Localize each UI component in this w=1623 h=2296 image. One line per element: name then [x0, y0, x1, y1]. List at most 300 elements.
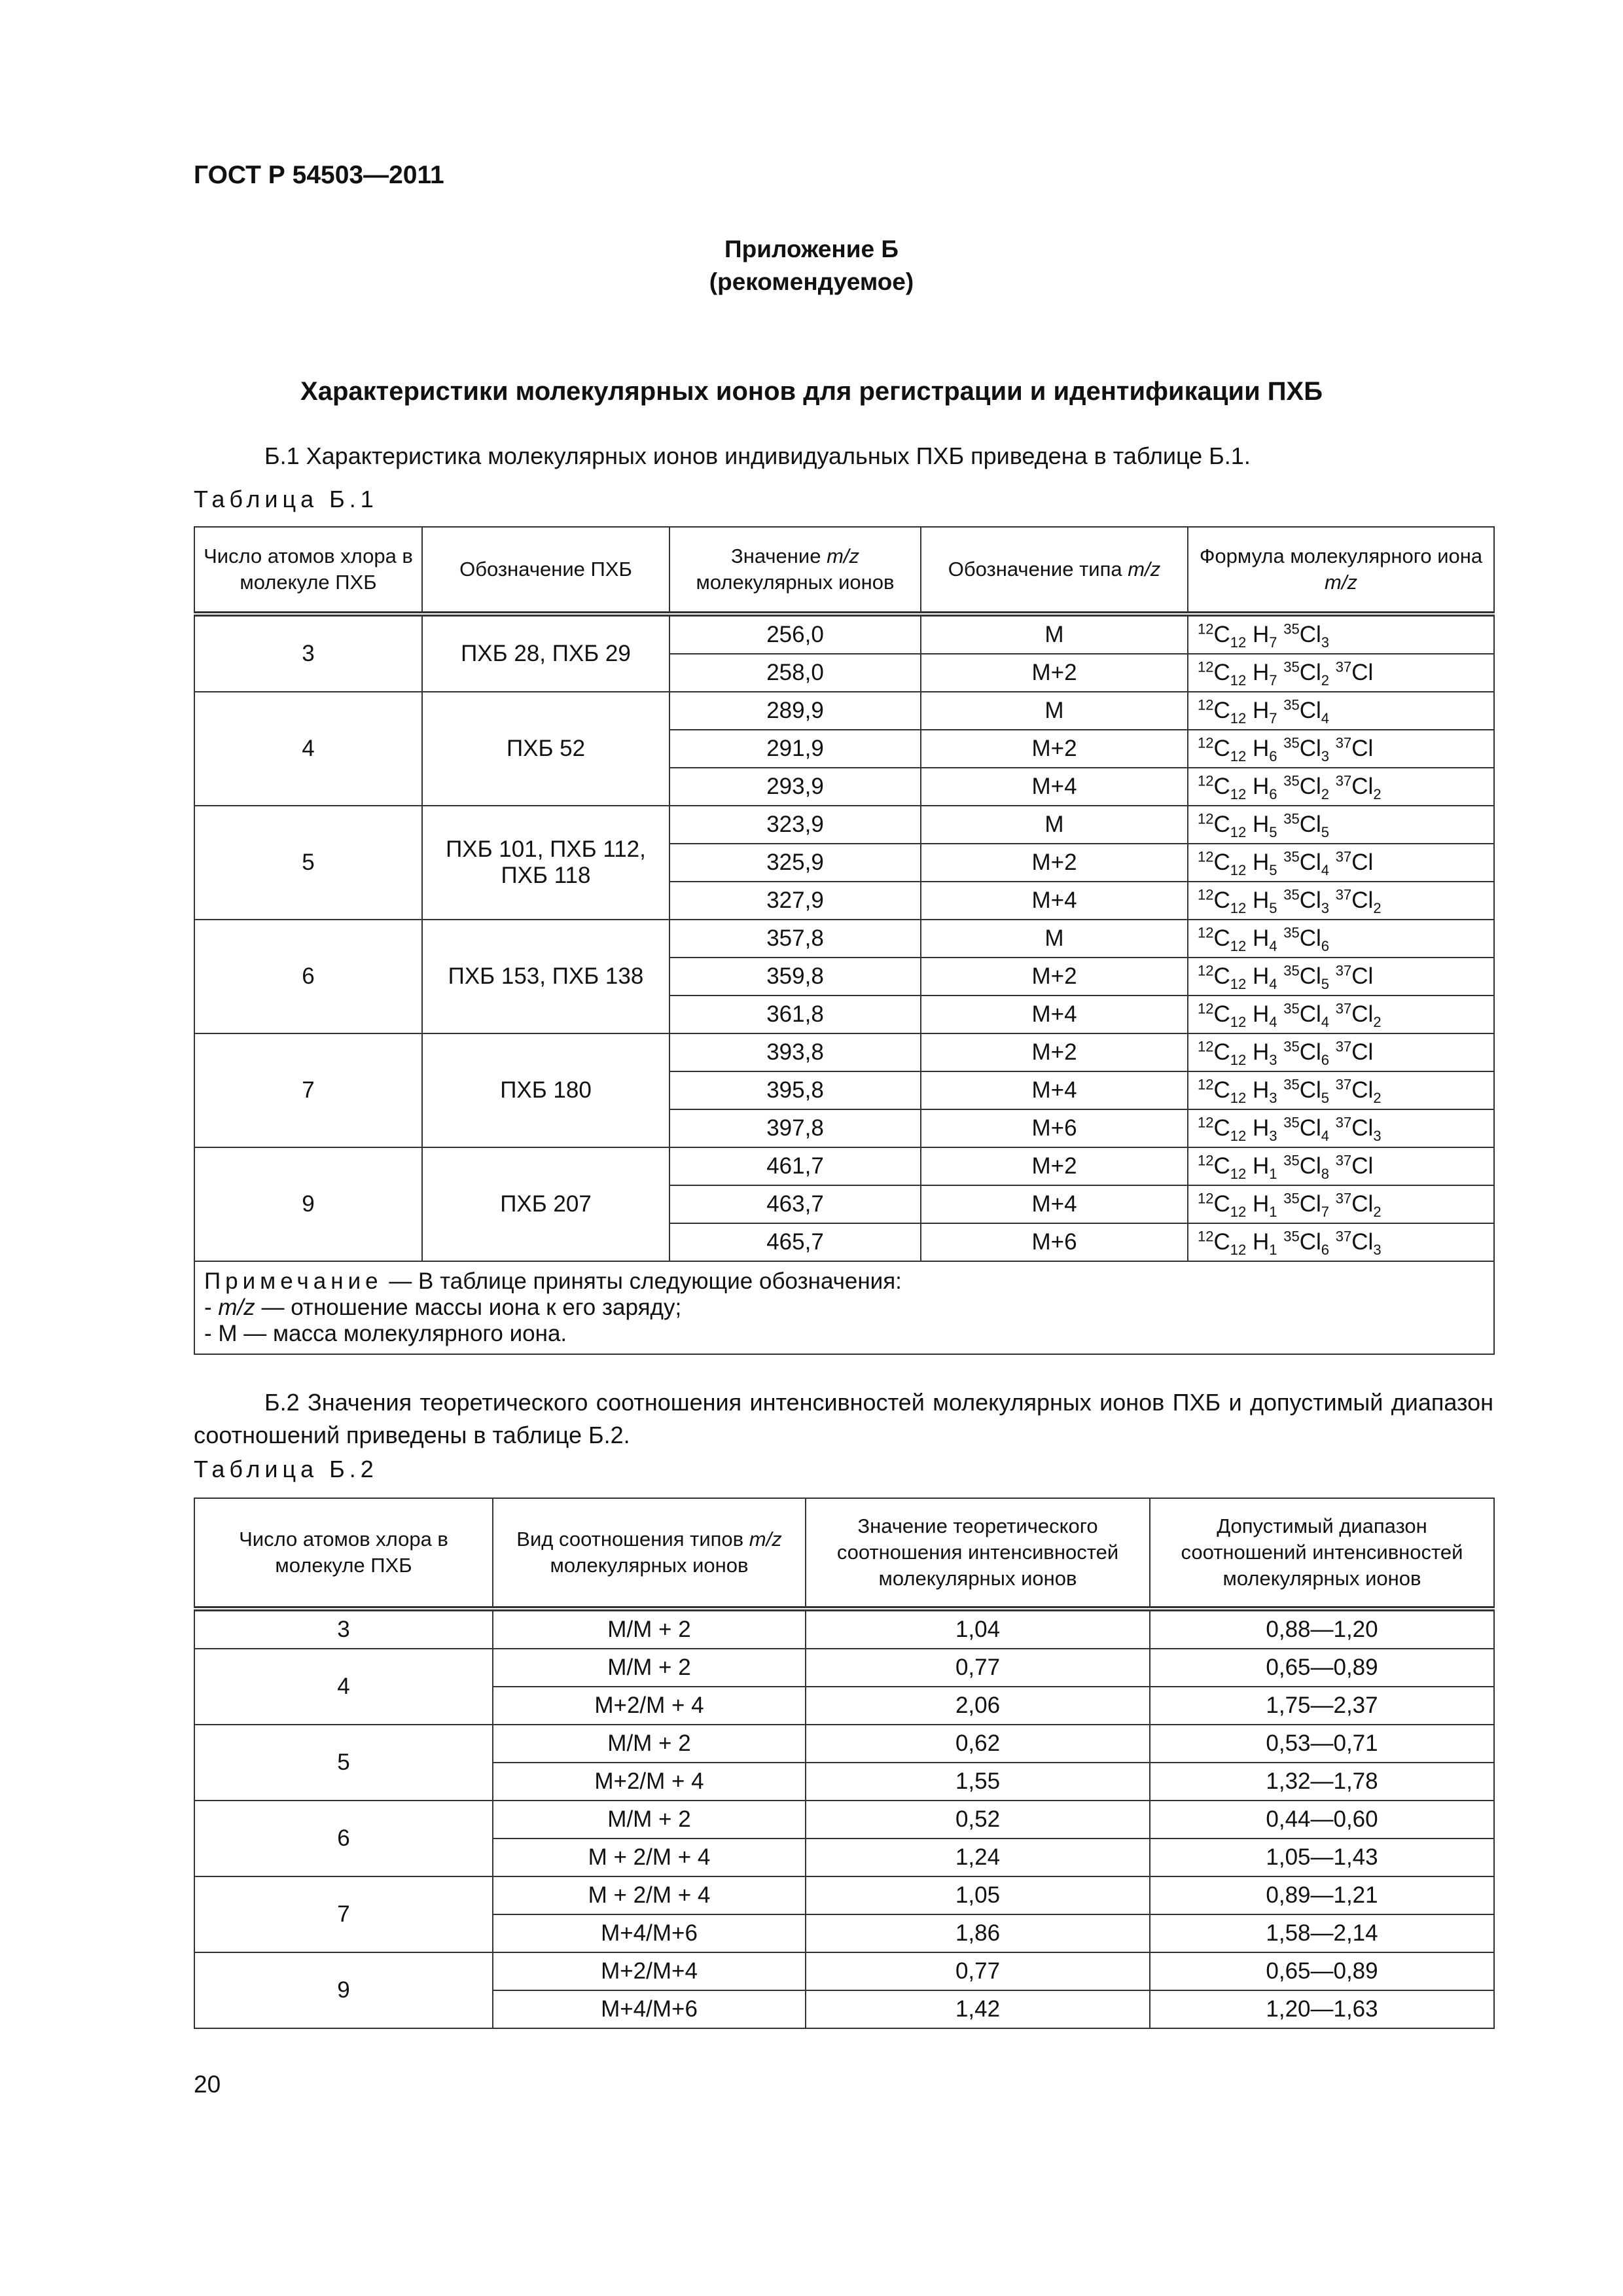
formula-part: 12 [1198, 810, 1214, 827]
formula-part: H [1246, 963, 1270, 989]
cell-mz-value: 465,7 [669, 1223, 921, 1261]
formula-part: Cl [1299, 622, 1321, 647]
formula-part: 12 [1230, 748, 1247, 764]
cell-chlorine-atoms: 6 [194, 920, 422, 1033]
formula-part: 4 [1321, 1014, 1330, 1030]
formula-part: Cl [1351, 888, 1374, 913]
cell-ion-formula [1188, 1223, 1494, 1261]
cell-chlorine-atoms: 5 [194, 1725, 493, 1801]
table-row [194, 920, 1494, 958]
formula-part: C [1213, 888, 1230, 913]
formula-part [1329, 963, 1336, 989]
cell-allowed-range: 0,88—1,20 [1150, 1609, 1494, 1649]
table-row [194, 1801, 1494, 1839]
cell-allowed-range: 0,53—0,71 [1150, 1725, 1494, 1763]
note-line2: - M — масса молекулярного иона. [204, 1321, 567, 1346]
cell-ion-formula [1188, 654, 1494, 692]
cell-allowed-range: 0,89—1,21 [1150, 1876, 1494, 1914]
formula-part: 12 [1230, 862, 1247, 878]
formula-part: C [1213, 1077, 1230, 1103]
cell-ion-formula [1188, 920, 1494, 958]
formula-part: 37 [1335, 1000, 1352, 1017]
formula-part: 37 [1335, 848, 1352, 865]
formula-part: 37 [1335, 1076, 1352, 1093]
formula-part: 12 [1230, 1242, 1247, 1258]
formula-part: H [1246, 774, 1270, 799]
cell-ion-formula [1188, 1185, 1494, 1223]
formula-part [1277, 888, 1284, 913]
header-ratio-type-text2: молекулярных ионов [550, 1554, 749, 1577]
formula-part: Cl [1351, 736, 1374, 761]
cell-mz-value: 397,8 [669, 1109, 921, 1147]
formula-part [1277, 622, 1284, 647]
formula-part: 3 [1321, 634, 1330, 651]
table-b1-note [194, 1261, 1494, 1354]
header-mz-value-unit: m/z [827, 545, 860, 567]
formula-part [1277, 1191, 1284, 1217]
formula-part: Cl [1299, 963, 1321, 989]
formula-part: 12 [1198, 1114, 1214, 1131]
cell-mz-type: M+2 [921, 958, 1188, 996]
cell-ion-formula [1188, 614, 1494, 654]
formula-part: C [1213, 1039, 1230, 1065]
header-mz-type [921, 527, 1188, 614]
formula-part [1329, 888, 1336, 913]
formula-part: 5 [1321, 976, 1330, 992]
formula-part: 4 [1269, 976, 1277, 992]
formula-part: 37 [1335, 1038, 1352, 1055]
header-ratio-type-text: Вид соотношения типов [516, 1528, 744, 1551]
formula-part: 35 [1283, 734, 1300, 751]
formula-part: H [1246, 888, 1270, 913]
cell-mz-value: 325,9 [669, 844, 921, 882]
formula-part: 12 [1230, 634, 1247, 651]
table-row [194, 1725, 1494, 1763]
formula-part: 12 [1198, 1228, 1214, 1245]
paragraph-b1: Б.1 Характеристика молекулярных ионов индивидуальных ПХБ приведена в таблице Б.1. [264, 442, 1251, 469]
formula-part: 2 [1373, 900, 1382, 916]
cell-mz-value: 289,9 [669, 692, 921, 730]
formula-part: 3 [1373, 1128, 1382, 1144]
formula-part: 5 [1269, 900, 1277, 916]
formula-part: 35 [1283, 1114, 1300, 1131]
formula-part: H [1246, 1001, 1270, 1027]
cell-mz-value: 359,8 [669, 958, 921, 996]
document-code: ГОСТ Р 54503—2011 [194, 161, 444, 189]
formula-part: 3 [1321, 900, 1330, 916]
formula-part: C [1213, 812, 1230, 837]
cell-mz-value: 357,8 [669, 920, 921, 958]
formula-part [1277, 660, 1284, 685]
cell-ratio-type: M+2/M+4 [493, 1952, 806, 1990]
formula-part: 12 [1230, 710, 1247, 726]
paragraph-b2: Б.2 Значения теоретического соотношения интенсивностей молекулярных ионов ПХБ и допустимый диапазон соотношений приведены в таблице Б.2. [194, 1389, 1493, 1448]
cell-mz-type: M+6 [921, 1109, 1188, 1147]
formula-part [1329, 1001, 1336, 1027]
formula-part: Cl [1299, 850, 1321, 875]
cell-ion-formula [1188, 1033, 1494, 1071]
cell-chlorine-atoms: 9 [194, 1952, 493, 2028]
formula-part: 35 [1283, 620, 1300, 637]
formula-part: C [1213, 963, 1230, 989]
cell-chlorine-atoms: 7 [194, 1876, 493, 1952]
formula-part: 2 [1321, 672, 1330, 689]
formula-part: 3 [1321, 748, 1330, 764]
cell-allowed-range: 0,44—0,60 [1150, 1801, 1494, 1839]
formula-part: 12 [1198, 886, 1214, 903]
formula-part: 37 [1335, 1114, 1352, 1131]
formula-part: 8 [1321, 1166, 1330, 1182]
formula-part: H [1246, 622, 1270, 647]
formula-part: H [1246, 1115, 1270, 1141]
cell-ion-formula [1188, 882, 1494, 920]
header-ratio-type-unit: m/z [749, 1528, 782, 1551]
header-mz-value-text2: молекулярных ионов [696, 571, 895, 594]
cell-ion-formula [1188, 1071, 1494, 1109]
formula-part: 2 [1373, 1090, 1382, 1106]
formula-part: 5 [1321, 1090, 1330, 1106]
formula-part [1277, 698, 1284, 723]
annex-subtitle: (рекомендуемое) [709, 268, 914, 295]
cell-theoretical-ratio: 1,86 [806, 1914, 1150, 1952]
formula-part: 35 [1283, 962, 1300, 979]
cell-mz-type: M [921, 806, 1188, 844]
cell-mz-type: M+4 [921, 882, 1188, 920]
formula-part: 35 [1283, 848, 1300, 865]
cell-mz-type: M [921, 920, 1188, 958]
cell-ratio-type: M+4/M+6 [493, 1914, 806, 1952]
cell-ratio-type: M/M + 2 [493, 1725, 806, 1763]
formula-part: C [1213, 1001, 1230, 1027]
table-row [194, 1033, 1494, 1071]
formula-part: H [1246, 736, 1270, 761]
cell-mz-type: M+2 [921, 844, 1188, 882]
table-row [194, 1649, 1494, 1687]
cell-chlorine-atoms: 6 [194, 1801, 493, 1876]
formula-part [1329, 736, 1336, 761]
formula-part: 35 [1283, 1228, 1300, 1245]
formula-part: 12 [1230, 672, 1247, 689]
formula-part: 35 [1283, 924, 1300, 941]
header-mz-value-text: Значение [730, 545, 821, 567]
formula-part: C [1213, 1153, 1230, 1179]
cell-ion-formula [1188, 996, 1494, 1033]
header-ratio-type [493, 1498, 806, 1609]
formula-part [1329, 1039, 1336, 1065]
table-row [194, 806, 1494, 844]
formula-part: Cl [1351, 1115, 1374, 1141]
cell-ion-formula [1188, 768, 1494, 806]
formula-part: 4 [1321, 1128, 1330, 1144]
formula-part: 5 [1269, 824, 1277, 840]
note-intro: — В таблице приняты следующие обозначения: [382, 1268, 902, 1294]
formula-part: 12 [1230, 1128, 1247, 1144]
formula-part: 35 [1283, 1000, 1300, 1017]
cell-ratio-type: M + 2/M + 4 [493, 1839, 806, 1876]
formula-part: Cl [1299, 736, 1321, 761]
formula-part: 3 [1269, 1128, 1277, 1144]
formula-part: 37 [1335, 734, 1352, 751]
formula-part: Cl [1351, 1001, 1374, 1027]
cell-theoretical-ratio: 1,42 [806, 1990, 1150, 2028]
table-row [194, 1147, 1494, 1185]
formula-part: 6 [1269, 748, 1277, 764]
formula-part: H [1246, 1191, 1270, 1217]
formula-part: 35 [1283, 696, 1300, 713]
formula-part: C [1213, 850, 1230, 875]
formula-part: 4 [1321, 710, 1330, 726]
formula-part: 12 [1198, 1152, 1214, 1169]
formula-part: Cl [1351, 1229, 1374, 1255]
formula-part: C [1213, 774, 1230, 799]
cell-mz-type: M+2 [921, 654, 1188, 692]
formula-part: 1 [1269, 1242, 1277, 1258]
note-line1-term: m/z [218, 1295, 255, 1320]
formula-part: 35 [1283, 1152, 1300, 1169]
cell-mz-value: 291,9 [669, 730, 921, 768]
header-ion-formula-text: Формула молекулярного иона [1199, 545, 1483, 567]
cell-mz-value: 395,8 [669, 1071, 921, 1109]
cell-ion-formula [1188, 806, 1494, 844]
formula-part [1329, 1077, 1336, 1103]
cell-chlorine-atoms: 3 [194, 1609, 493, 1649]
formula-part: 6 [1321, 1242, 1330, 1258]
formula-part: 7 [1269, 710, 1277, 726]
formula-part: 6 [1321, 938, 1330, 954]
formula-part: 12 [1230, 900, 1247, 916]
cell-allowed-range: 0,65—0,89 [1150, 1952, 1494, 1990]
formula-part: 35 [1283, 658, 1300, 675]
cell-ratio-type: M+2/M + 4 [493, 1763, 806, 1801]
formula-part: Cl [1299, 698, 1321, 723]
cell-mz-type: M+2 [921, 1033, 1188, 1071]
page-number: 20 [194, 2071, 221, 2098]
note-line1-text: — отношение массы иона к его заряду; [255, 1295, 682, 1320]
cell-mz-type: M+2 [921, 730, 1188, 768]
table-row [194, 1952, 1494, 1990]
table-row [194, 692, 1494, 730]
cell-chlorine-atoms: 5 [194, 806, 422, 920]
formula-part: 37 [1335, 1152, 1352, 1169]
formula-part [1277, 1229, 1284, 1255]
formula-part: C [1213, 925, 1230, 951]
cell-theoretical-ratio: 0,77 [806, 1952, 1150, 1990]
formula-part [1329, 1153, 1336, 1179]
header-pcb-designation: Обозначение ПХБ [422, 527, 669, 614]
cell-pcb-designation: ПХБ 180 [422, 1033, 669, 1147]
cell-mz-type: M+4 [921, 768, 1188, 806]
formula-part: 3 [1269, 1052, 1277, 1068]
formula-part [1277, 925, 1284, 951]
formula-part [1277, 736, 1284, 761]
formula-part: 12 [1198, 1076, 1214, 1093]
note-line1-dash: - [204, 1295, 219, 1320]
cell-ion-formula [1188, 692, 1494, 730]
section-title: Характеристики молекулярных ионов для регистрации и идентификации ПХБ [300, 377, 1323, 406]
cell-mz-type: M+6 [921, 1223, 1188, 1261]
formula-part [1277, 1077, 1284, 1103]
formula-part: 12 [1230, 1090, 1247, 1106]
header-allowed-range: Допустимый диапазон соотношений интенсивностей молекулярных ионов [1150, 1498, 1494, 1609]
formula-part: 12 [1230, 938, 1247, 954]
formula-part: 35 [1283, 1190, 1300, 1207]
cell-chlorine-atoms: 9 [194, 1147, 422, 1261]
formula-part: Cl [1299, 1039, 1321, 1065]
cell-mz-value: 461,7 [669, 1147, 921, 1185]
formula-part: C [1213, 1229, 1230, 1255]
cell-theoretical-ratio: 1,24 [806, 1839, 1150, 1876]
formula-part: 1 [1269, 1204, 1277, 1220]
formula-part: Cl [1299, 812, 1321, 837]
cell-ion-formula [1188, 844, 1494, 882]
header-chlorine-atoms: Число атомов хлора в молекуле ПХБ [194, 1498, 493, 1609]
cell-chlorine-atoms: 4 [194, 1649, 493, 1725]
formula-part: 12 [1198, 1000, 1214, 1017]
formula-part: 6 [1269, 786, 1277, 802]
table-b2-body [194, 1609, 1494, 2028]
formula-part: H [1246, 925, 1270, 951]
cell-ion-formula [1188, 1147, 1494, 1185]
header-theoretical-ratio: Значение теоретического соотношения интенсивностей молекулярных ионов [806, 1498, 1150, 1609]
cell-theoretical-ratio: 1,05 [806, 1876, 1150, 1914]
formula-part: 35 [1283, 1076, 1300, 1093]
formula-part: Cl [1351, 850, 1374, 875]
formula-part: 7 [1269, 634, 1277, 651]
formula-part: 3 [1373, 1242, 1382, 1258]
formula-part: Cl [1299, 1191, 1321, 1217]
cell-allowed-range: 1,20—1,63 [1150, 1990, 1494, 2028]
table-b1 [194, 526, 1495, 1355]
formula-part: 12 [1198, 734, 1214, 751]
table-b1-header-row [194, 527, 1494, 614]
cell-theoretical-ratio: 0,77 [806, 1649, 1150, 1687]
cell-mz-type: M+4 [921, 1185, 1188, 1223]
formula-part: Cl [1351, 1153, 1374, 1179]
formula-part [1277, 850, 1284, 875]
cell-theoretical-ratio: 1,04 [806, 1609, 1150, 1649]
table-b2-header-row [194, 1498, 1494, 1609]
formula-part: 2 [1373, 1204, 1382, 1220]
formula-part: C [1213, 736, 1230, 761]
formula-part: 12 [1230, 1014, 1247, 1030]
cell-mz-value: 258,0 [669, 654, 921, 692]
table-b2-label: Таблица Б.2 [194, 1456, 378, 1482]
table-b1-note-row [194, 1261, 1494, 1354]
table-row [194, 1609, 1494, 1649]
formula-part: H [1246, 1039, 1270, 1065]
formula-part [1329, 850, 1336, 875]
formula-part: 12 [1230, 1204, 1247, 1220]
formula-part [1277, 1001, 1284, 1027]
table-row [194, 614, 1494, 654]
cell-allowed-range: 1,32—1,78 [1150, 1763, 1494, 1801]
formula-part [1277, 963, 1284, 989]
formula-part: 37 [1335, 1228, 1352, 1245]
cell-mz-value: 293,9 [669, 768, 921, 806]
cell-pcb-designation: ПХБ 207 [422, 1147, 669, 1261]
formula-part: 12 [1198, 620, 1214, 637]
formula-part: Cl [1299, 1115, 1321, 1141]
formula-part [1277, 1153, 1284, 1179]
formula-part: 7 [1321, 1204, 1330, 1220]
cell-allowed-range: 1,75—2,37 [1150, 1687, 1494, 1725]
formula-part: 5 [1321, 824, 1330, 840]
table-b2 [194, 1498, 1495, 2029]
formula-part: 4 [1321, 862, 1330, 878]
cell-mz-value: 256,0 [669, 614, 921, 654]
formula-part: 37 [1335, 772, 1352, 789]
cell-mz-type: M+4 [921, 1071, 1188, 1109]
cell-mz-type: M+4 [921, 996, 1188, 1033]
formula-part: 35 [1283, 810, 1300, 827]
formula-part: 5 [1269, 862, 1277, 878]
cell-mz-value: 323,9 [669, 806, 921, 844]
cell-mz-type: M [921, 692, 1188, 730]
cell-chlorine-atoms: 3 [194, 614, 422, 692]
cell-theoretical-ratio: 0,52 [806, 1801, 1150, 1839]
cell-ratio-type: M/M + 2 [493, 1649, 806, 1687]
formula-part: 12 [1198, 1038, 1214, 1055]
formula-part: Cl [1299, 660, 1321, 685]
cell-theoretical-ratio: 2,06 [806, 1687, 1150, 1725]
table-row [194, 1876, 1494, 1914]
cell-ratio-type: M/M + 2 [493, 1609, 806, 1649]
formula-part: C [1213, 1115, 1230, 1141]
table-b1-body [194, 614, 1494, 1261]
cell-ion-formula [1188, 1109, 1494, 1147]
formula-part: Cl [1299, 1153, 1321, 1179]
formula-part: 12 [1198, 962, 1214, 979]
cell-pcb-designation: ПХБ 101, ПХБ 112, ПХБ 118 [422, 806, 669, 920]
cell-ion-formula [1188, 730, 1494, 768]
header-mz-type-text: Обозначение типа [948, 558, 1122, 581]
formula-part: C [1213, 660, 1230, 685]
formula-part [1277, 774, 1284, 799]
cell-chlorine-atoms: 4 [194, 692, 422, 806]
cell-pcb-designation: ПХБ 28, ПХБ 29 [422, 614, 669, 692]
formula-part: 12 [1198, 772, 1214, 789]
cell-mz-value: 327,9 [669, 882, 921, 920]
formula-part: 12 [1198, 924, 1214, 941]
formula-part: 12 [1230, 824, 1247, 840]
cell-pcb-designation: ПХБ 153, ПХБ 138 [422, 920, 669, 1033]
cell-theoretical-ratio: 0,62 [806, 1725, 1150, 1763]
cell-ion-formula [1188, 958, 1494, 996]
formula-part: 37 [1335, 1190, 1352, 1207]
formula-part: Cl [1351, 660, 1374, 685]
formula-part: 7 [1269, 672, 1277, 689]
note-label: Примечание [204, 1268, 383, 1294]
formula-part: Cl [1299, 1229, 1321, 1255]
formula-part: 2 [1373, 786, 1382, 802]
header-chlorine-atoms: Число атомов хлора в молекуле ПХБ [194, 527, 422, 614]
formula-part: 2 [1373, 1014, 1382, 1030]
cell-allowed-range: 0,65—0,89 [1150, 1649, 1494, 1687]
formula-part: 35 [1283, 886, 1300, 903]
formula-part: H [1246, 1077, 1270, 1103]
header-ion-formula [1188, 527, 1494, 614]
header-mz-value [669, 527, 921, 614]
formula-part: C [1213, 698, 1230, 723]
cell-allowed-range: 1,58—2,14 [1150, 1914, 1494, 1952]
formula-part: 12 [1230, 1166, 1247, 1182]
cell-mz-type: M [921, 614, 1188, 654]
table-b1-label: Таблица Б.1 [194, 486, 378, 512]
formula-part: H [1246, 698, 1270, 723]
cell-pcb-designation: ПХБ 52 [422, 692, 669, 806]
formula-part: H [1246, 1229, 1270, 1255]
formula-part: 12 [1230, 786, 1247, 802]
